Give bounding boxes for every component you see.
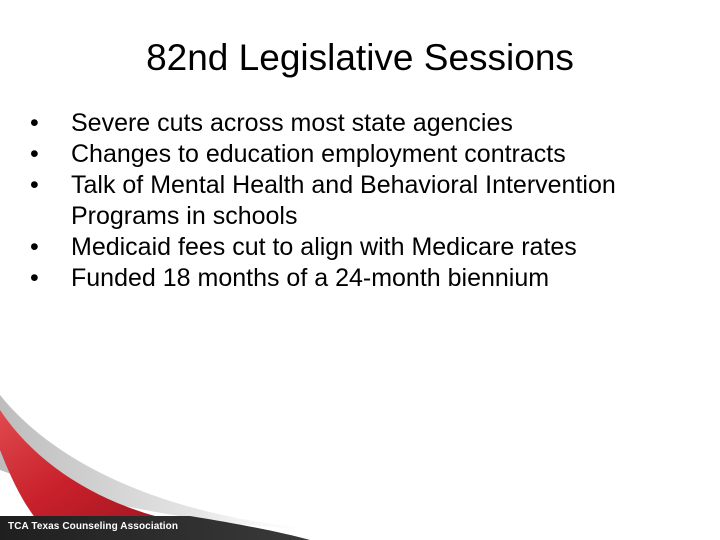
bullet-marker: • <box>30 140 39 168</box>
bullet-text: Severe cuts across most state agencies <box>71 109 513 137</box>
bullet-marker: • <box>30 264 39 292</box>
bullet-item <box>28 263 698 294</box>
bullet-item <box>28 139 698 170</box>
bullet-marker: • <box>30 233 39 261</box>
bullet-list <box>28 108 698 294</box>
bullet-text: Talk of Mental Health and Behavioral Intervention Programs in schools <box>71 171 616 230</box>
bullet-item <box>28 232 698 263</box>
slide-title: 82nd Legislative Sessions <box>146 37 574 78</box>
bullet-marker: • <box>30 171 39 199</box>
bullet-item <box>28 170 698 232</box>
organization-logo: TCA Texas Counseling Association <box>8 521 179 532</box>
bullet-marker: • <box>30 109 39 137</box>
bullet-item <box>28 108 698 139</box>
bullet-text: Funded 18 months of a 24-month biennium <box>71 264 550 292</box>
bullet-text: Changes to education employment contracts <box>71 140 566 168</box>
bullet-text: Medicaid fees cut to align with Medicare rates <box>71 233 577 261</box>
